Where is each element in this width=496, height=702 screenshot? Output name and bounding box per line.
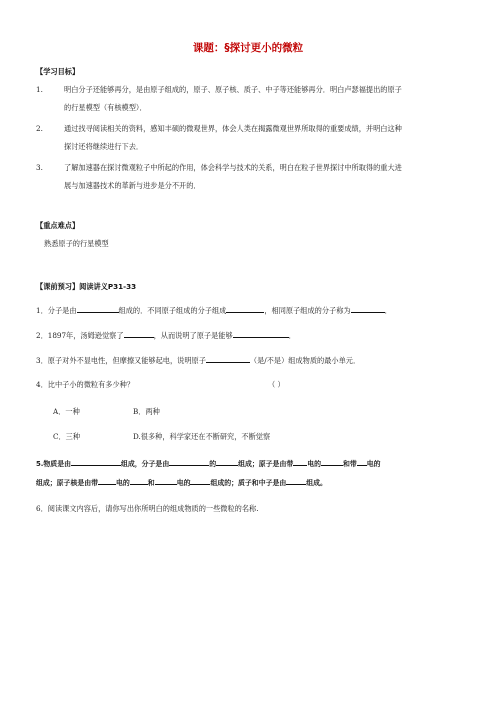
goal-1-number: 1. bbox=[36, 85, 43, 94]
question-3: 3．原子对外不显电性，但摩擦又能够起电，说明原子 （是/不是）组成物质的最小单元． bbox=[36, 356, 361, 365]
question-1: 1．分子是由 组成的．不同原子组成的分子组成 ，相同原子组成的分子称为 ． bbox=[36, 306, 392, 315]
question-6: 6．阅读课文内容后，请你写出你所明白的组成物质的一些微粒的名称. bbox=[36, 504, 259, 513]
answer-blank[interactable] bbox=[233, 330, 289, 338]
answer-blank[interactable] bbox=[124, 330, 154, 338]
option-b: B．两种 bbox=[133, 407, 160, 416]
answer-blank[interactable] bbox=[77, 305, 119, 313]
answer-blank[interactable] bbox=[98, 477, 116, 485]
answer-blank[interactable] bbox=[190, 477, 210, 485]
answer-blank[interactable] bbox=[293, 458, 307, 466]
answer-blank[interactable] bbox=[286, 477, 306, 485]
preview-heading: 【课前预习】阅读讲义P31-33 bbox=[36, 282, 137, 291]
answer-blank[interactable] bbox=[216, 458, 238, 466]
page-title: 课题：§探讨更小的微粒 bbox=[192, 42, 304, 54]
goal-3-line-1: 了解加速器在探讨微观粒子中所起的作用，体会科学与技术的关系，明白在粒子世界探讨中所取得的重大进 bbox=[64, 163, 402, 172]
question-5-line-2: 组成；原子核是由带 电的 和 电的 组成的；质子和中子是由 组成。 bbox=[36, 479, 327, 487]
answer-blank[interactable] bbox=[321, 458, 343, 466]
goal-1-line-1: 明白分子还能够再分，是由原子组成的，原子、原子核、质子、中子等还能够再分．明白卢瑟福提出的原子 bbox=[64, 85, 402, 94]
option-a: A．一种 bbox=[53, 407, 80, 416]
question-4-stem: 4．比中子小的微粒有多少种？ bbox=[36, 380, 135, 389]
answer-blank[interactable] bbox=[357, 458, 367, 466]
option-c: C．三种 bbox=[53, 432, 81, 441]
answer-blank[interactable] bbox=[130, 477, 148, 485]
goal-3-number: 3. bbox=[36, 163, 43, 172]
answer-blank[interactable] bbox=[155, 477, 177, 485]
question-2: 2．1897年，汤姆逊觉察了 ，从而说明了原子是能够 ． bbox=[36, 331, 296, 340]
goal-1-line-2: 的行星模型（有核模型）． bbox=[64, 103, 147, 112]
answer-blank[interactable] bbox=[71, 458, 121, 466]
question-4-answer-paren[interactable]: （ ） bbox=[268, 380, 285, 389]
goal-3-line-2: 展与加速器技术的革新与进步是分不开的． bbox=[64, 181, 201, 190]
answer-blank[interactable] bbox=[226, 305, 264, 313]
key-points-heading: 【重点难点】 bbox=[36, 221, 80, 230]
goal-2-number: 2. bbox=[36, 124, 43, 133]
goal-2-line-1: 通过找寻阅读相关的资料，感知丰硕的微观世界，体会人类在揭露微观世界所取得的重要成绩，并明白这种 bbox=[64, 124, 402, 133]
option-d: D.很多种，科学家还在不断研究，不断觉察 bbox=[133, 432, 271, 441]
answer-blank[interactable] bbox=[351, 305, 385, 313]
key-points-text: 熟悉原子的行星模型 bbox=[44, 239, 109, 248]
goal-2-line-2: 探讨还将继续进行下去． bbox=[64, 142, 144, 151]
question-5-line-1: 5.物质是由 组成，分子是由 的 组成；原子是由带 电的 和带 电的 bbox=[36, 460, 381, 468]
answer-blank[interactable] bbox=[169, 458, 209, 466]
answer-blank[interactable] bbox=[206, 355, 250, 363]
learning-goals-heading: 【学习目标】 bbox=[36, 67, 80, 76]
